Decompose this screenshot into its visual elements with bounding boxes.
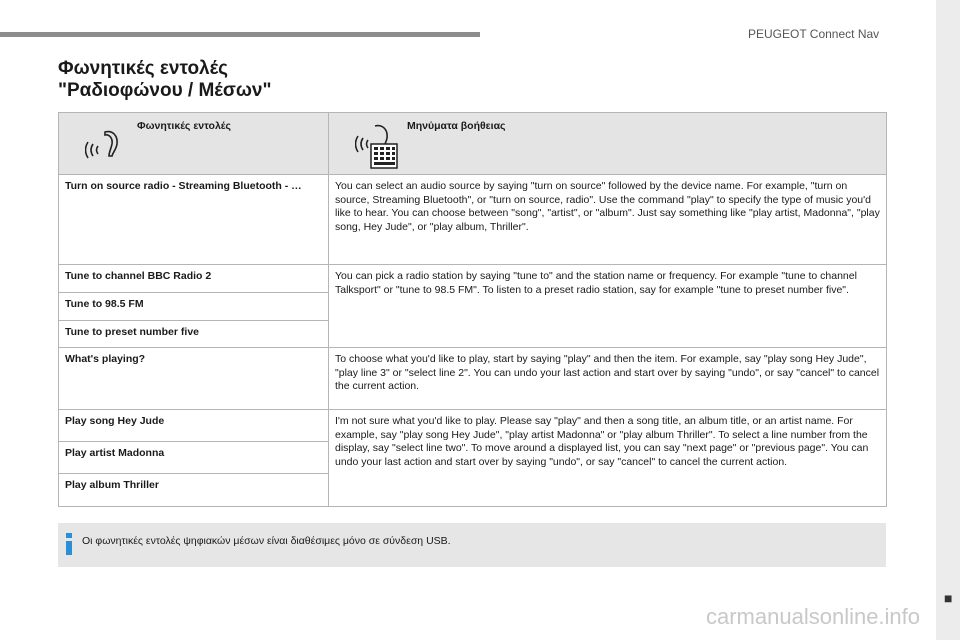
voice-command-icon [85, 128, 123, 167]
table-row [59, 348, 887, 410]
top-rule [0, 32, 480, 37]
help-cell: You can pick a radio station by saying "tune to" and the station name or frequency. For example "tune to channel Talksport" or "tune to 98.5 FM". To listen to a preset radio station, say for example "tune to preset number five". [329, 265, 887, 348]
page-edge-band [936, 0, 960, 640]
help-cell: I'm not sure what you'd like to play. Please say "play" and then a song title, an album title, or an artist name. For example, say "play song Hey Jude", "play artist Madonna" or "play album Thriller". To select a line number from the display, say "select line two". To move around a displayed list, you can say "next page" or "previous page". You can undo your last action and start over by saying "undo", or say "cancel" to cancel the current action. [329, 410, 887, 507]
help-cell: To choose what you'd like to play, start by saying "play" and then the item. For example, say "play song Hey Jude", "play line 3" or "select line 2". You can undo your last action and start over by saying "undo", or say "cancel" to cancel the current action. [329, 348, 887, 410]
command-cell: Tune to 98.5 FM [59, 293, 329, 321]
info-icon [64, 533, 74, 555]
voice-commands-table [58, 112, 887, 507]
table-row [59, 175, 887, 265]
command-cell: Play artist Madonna [59, 442, 329, 474]
command-cell: Turn on source radio - Streaming Bluetooth - … [59, 175, 329, 265]
table-row [59, 410, 887, 442]
page-marker: ■ [944, 590, 953, 606]
table-row [59, 265, 887, 293]
page-title-line2: "Ραδιοφώνου / Μέσων" [58, 80, 272, 101]
command-cell: Tune to preset number five [59, 321, 329, 348]
header-cell-help [329, 113, 887, 175]
header-cell-commands [59, 113, 329, 175]
help-message-icon [355, 122, 401, 175]
table-header-row [59, 113, 887, 175]
command-cell: Tune to channel BBC Radio 2 [59, 265, 329, 293]
command-cell: Play album Thriller [59, 474, 329, 507]
header-label-commands: Φωνητικές εντολές [137, 120, 231, 132]
info-note [58, 523, 886, 567]
help-cell: You can select an audio source by saying "turn on source" followed by the device name. For example, "turn on source, Streaming Bluetooth", or "turn on source, radio". Use the command "play" to specify the type of music you'd like to hear. You can choose between "song", "artist", or "album". Just say something like "play artist, Madonna", "play song, Hey Jude", or "play album, Thriller". [329, 175, 887, 265]
command-cell: Play song Hey Jude [59, 410, 329, 442]
page-title [58, 58, 272, 102]
header-label-help: Μηνύματα βοήθειας [407, 120, 506, 132]
command-cell: What's playing? [59, 348, 329, 410]
watermark: carmanualsonline.info [706, 604, 921, 629]
running-header: PEUGEOT Connect Nav [748, 27, 880, 41]
info-note-text: Οι φωνητικές εντολές ψηφιακών μέσων είναι διαθέσιμες μόνο σε σύνδεση USB. [82, 535, 451, 547]
page-title-line1: Φωνητικές εντολές [58, 58, 229, 79]
